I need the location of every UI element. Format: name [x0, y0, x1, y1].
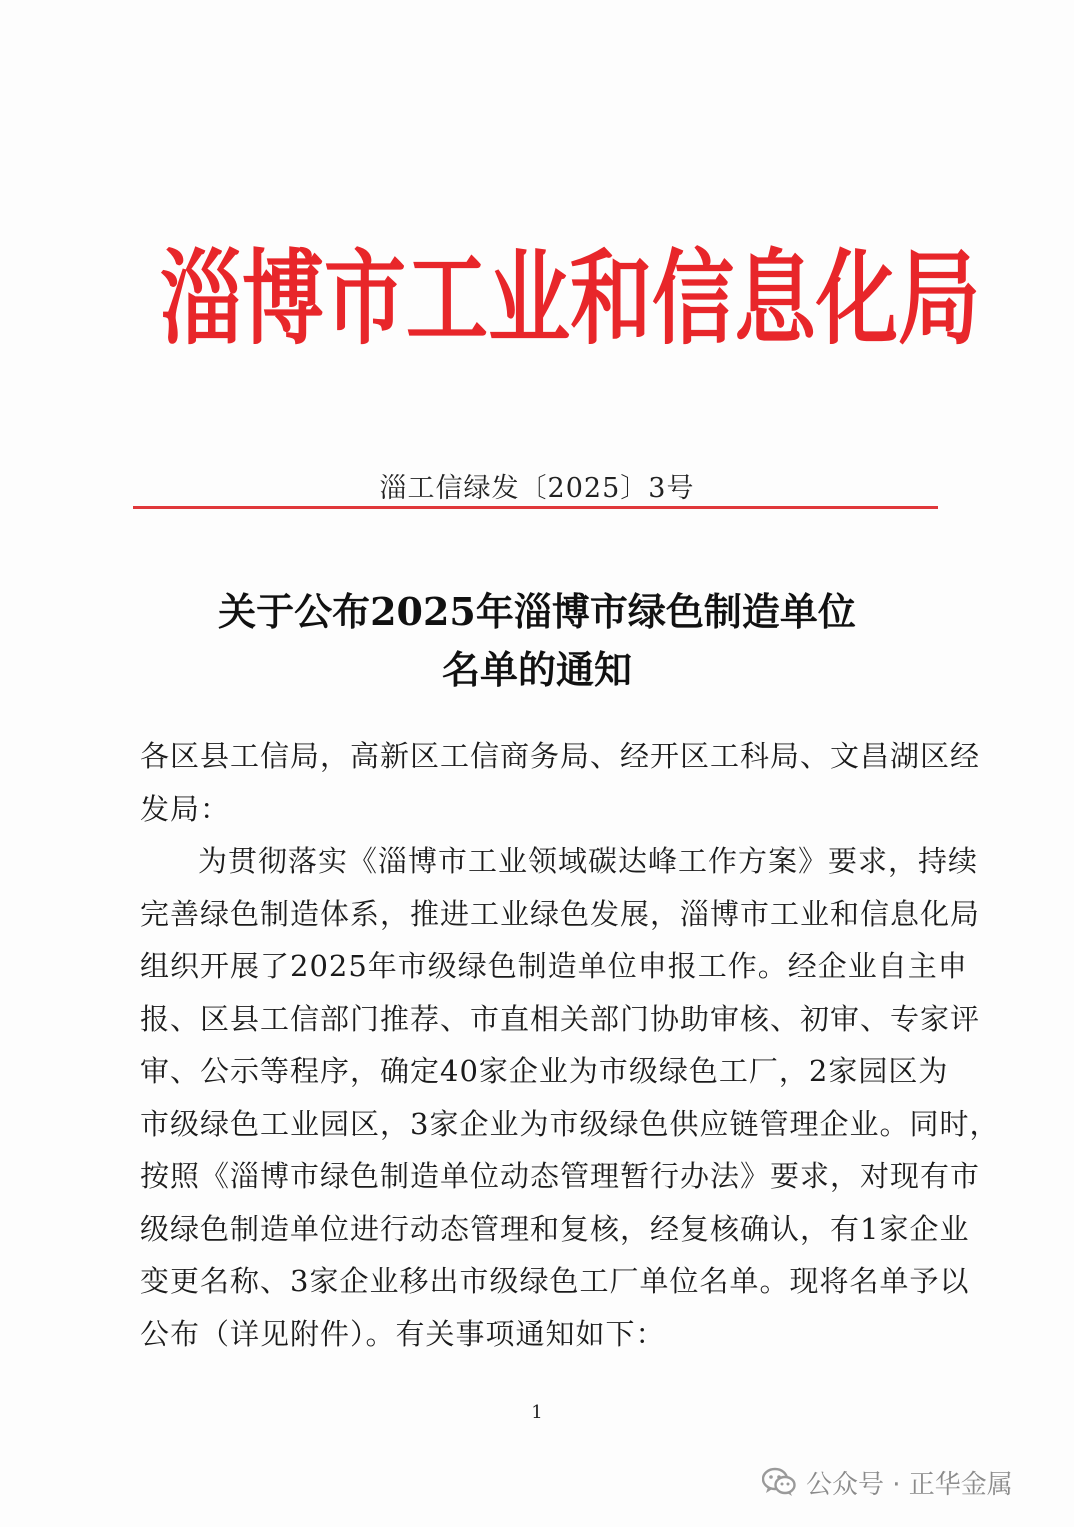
notice-title-line-1: 关于公布2025年淄博市绿色制造单位 — [218, 589, 856, 634]
document-number: 淄工信绿发〔2025〕3号 — [379, 473, 695, 504]
paragraph-line: 报、区县工信部门推荐、市直相关部门协助审核、初审、专家评 — [140, 1001, 981, 1036]
paragraph-line: 级绿色制造单位进行动态管理和复核，经复核确认，有1家企业 — [140, 1211, 970, 1246]
notice-body — [140, 730, 1000, 1360]
paragraph-line: 市级绿色工业园区，3家企业为市级绿色供应链管理企业。同时， — [140, 1106, 1000, 1141]
watermark-text: 公众号 · 正华金属 — [806, 1469, 1013, 1500]
paragraph-line: 审、公示等程序，确定40家企业为市级绿色工厂，2家园区为 — [140, 1054, 949, 1088]
paragraph-line: 变更名称、3家企业移出市级绿色工厂单位名单。现将名单予以 — [140, 1264, 970, 1298]
notice-title-line-2: 名单的通知 — [441, 647, 632, 692]
wechat-icon — [762, 1467, 796, 1497]
addressee-line-1: 各区县工信局，高新区工信商务局、经开区工科局、文昌湖区经 — [140, 739, 981, 773]
notice-title — [0, 583, 1074, 699]
wechat-watermark — [762, 1460, 1013, 1504]
red-divider-line — [133, 506, 938, 509]
masthead-title: 淄博市工业和信息化局 — [160, 240, 981, 359]
addressee-line-2: 发局： — [140, 791, 231, 826]
page-number: 1 — [531, 1402, 543, 1423]
paragraph-line: 公布（详见附件）。有关事项通知如下： — [140, 1316, 666, 1351]
paragraph-line: 组织开展了2025年市级绿色制造单位申报工作。经企业自主申 — [140, 949, 968, 983]
paragraph-line: 按照《淄博市绿色制造单位动态管理暂行办法》要求，对现有市 — [140, 1159, 981, 1193]
paragraph-line: 完善绿色制造体系，推进工业绿色发展，淄博市工业和信息化局 — [140, 896, 981, 931]
paragraph-line: 为贯彻落实《淄博市工业领域碳达峰工作方案》要求，持续 — [198, 844, 979, 878]
